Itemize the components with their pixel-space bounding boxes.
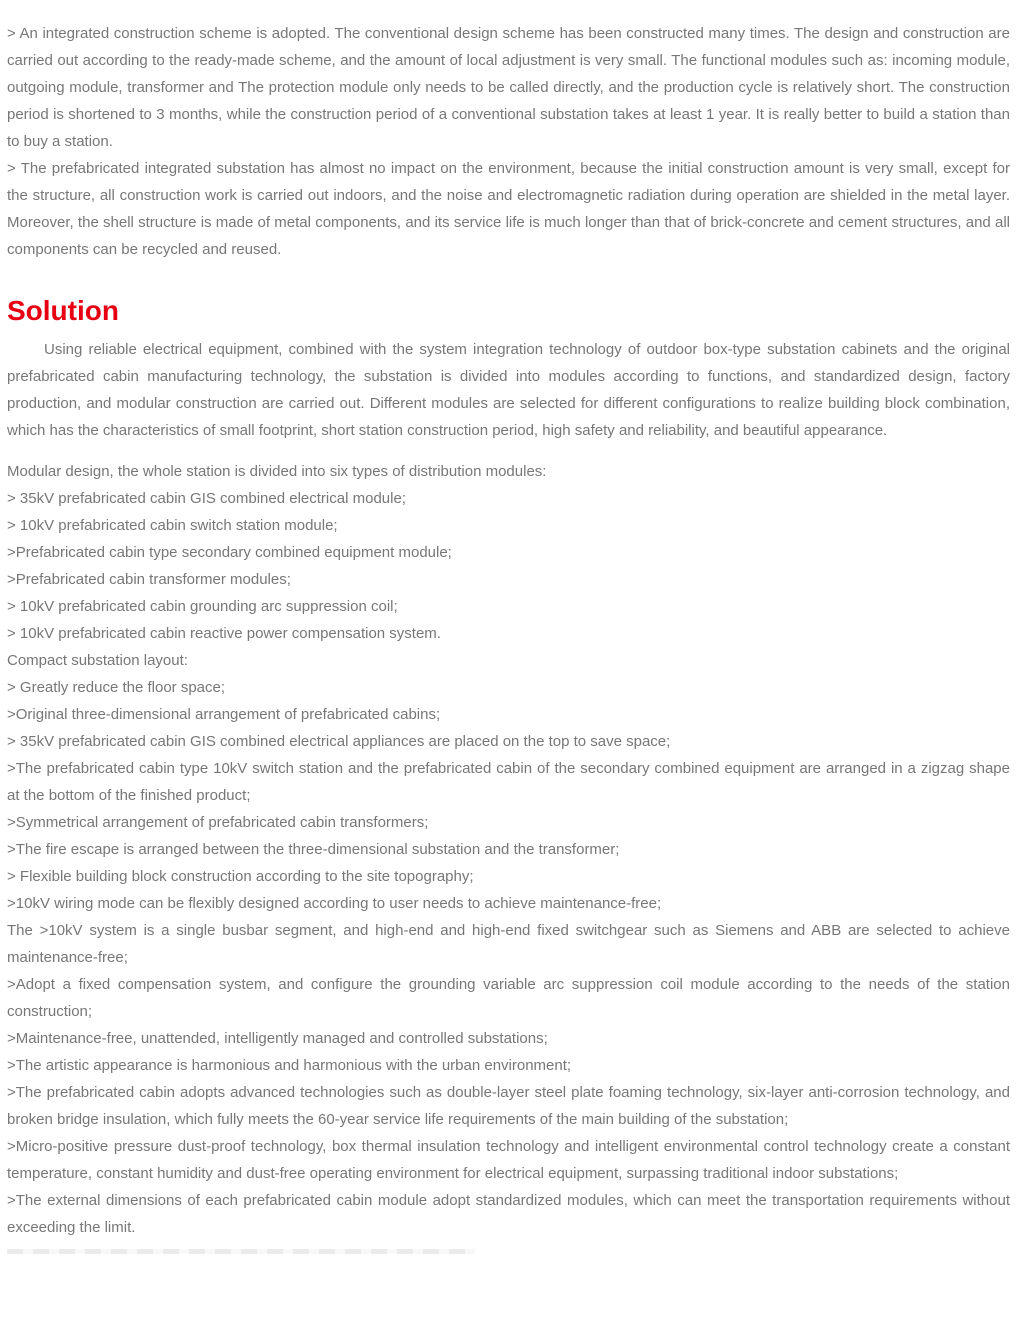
paragraph-environment-impact: > The prefabricated integrated substation has almost no impact on the environment, because the initial construction amount is very small, except for the structure, all construction work is carried out indoors, and the noise and electromagnetic radiation during operation are shielded in the metal layer. Moreover, the shell structure is made of metal components, and its service life is much longer than that of brick-concrete and cement structures, and all components can be recycled and reused. xyxy=(7,160,1010,258)
solution-heading: Solution xyxy=(7,295,119,326)
solution-points xyxy=(7,458,1010,1241)
solution-point-reactive-power-compensation: > 10kV prefabricated cabin reactive power compensation system. xyxy=(7,625,441,642)
solution-point-transformer-modules: >Prefabricated cabin transformer modules; xyxy=(7,571,291,588)
solution-point-fixed-compensation-system: >Adopt a fixed compensation system, and configure the grounding variable arc suppression coil module according to the needs of the station construction; xyxy=(7,976,1010,1020)
solution-point-secondary-combined-equipment: >Prefabricated cabin type secondary combined equipment module; xyxy=(7,544,452,561)
solution-point-flexible-building-block: > Flexible building block construction according to the site topography; xyxy=(7,868,474,885)
solution-point-maintenance-free-substations: >Maintenance-free, unattended, intelligently managed and controlled substations; xyxy=(7,1030,548,1047)
solution-point-standardized-dimensions: >The external dimensions of each prefabricated cabin module adopt standardized modules, which can meet the transportation requirements without exceeding the limit. xyxy=(7,1192,1010,1236)
solution-point-reduce-floor-space: > Greatly reduce the floor space; xyxy=(7,679,226,696)
solution-point-single-busbar-segment: The >10kV system is a single busbar segment, and high-end and high-end fixed switchgear such as Siemens and ABB are selected to achieve maintenance-free; xyxy=(7,922,1010,966)
solution-point-35kv-gis-module: > 35kV prefabricated cabin GIS combined electrical module; xyxy=(7,490,406,507)
paragraph-solution-overview: Using reliable electrical equipment, combined with the system integration technology of outdoor box-type substation cabinets and the original prefabricated cabin manufacturing technology, the substation is divided into modules according to functions, and standardized design, factory production, and modular construction are carried out. Different modules are selected for different configurations to realize building block combination, which has the characteristics of small footprint, short station construction period, high safety and reliability, and beautiful appearance. xyxy=(7,341,1010,439)
solution-point-10kv-wiring-mode: >10kV wiring mode can be flexibly designed according to user needs to achieve maintenance-free; xyxy=(7,895,662,912)
clipped-text-remnant xyxy=(7,1249,475,1254)
solution-point-symmetrical-transformers: >Symmetrical arrangement of prefabricated cabin transformers; xyxy=(7,814,429,831)
solution-point-advanced-technologies: >The prefabricated cabin adopts advanced technologies such as double-layer steel plate foaming technology, six-layer anti-corrosion technology, and broken bridge insulation, which fully meets the 60-year service life requirements of the main building of the substation; xyxy=(7,1084,1010,1128)
solution-point-compact-layout-intro: Compact substation layout: xyxy=(7,652,188,669)
solution-point-modular-design-intro: Modular design, the whole station is divided into six types of distribution modules: xyxy=(7,463,547,480)
solution-point-three-dimensional-arrangement: >Original three-dimensional arrangement of prefabricated cabins; xyxy=(7,706,441,723)
solution-point-environmental-control: >Micro-positive pressure dust-proof technology, box thermal insulation technology and intelligent environmental control technology create a constant temperature, constant humidity and dust-free operating environment for electrical equipment, surpassing traditional indoor substations; xyxy=(7,1138,1010,1182)
solution-point-artistic-appearance: >The artistic appearance is harmonious and harmonious with the urban environment; xyxy=(7,1057,572,1074)
solution-point-zigzag-arrangement: >The prefabricated cabin type 10kV switch station and the prefabricated cabin of the secondary combined equipment are arranged in a zigzag shape at the bottom of the finished product; xyxy=(7,760,1010,804)
solution-point-grounding-arc-suppression-coil: > 10kV prefabricated cabin grounding arc suppression coil; xyxy=(7,598,398,615)
solution-point-10kv-switch-station-module: > 10kV prefabricated cabin switch station module; xyxy=(7,517,338,534)
solution-point-fire-escape: >The fire escape is arranged between the three-dimensional substation and the transformer; xyxy=(7,841,620,858)
paragraph-integrated-scheme: > An integrated construction scheme is adopted. The conventional design scheme has been constructed many times. The design and construction are carried out according to the ready-made scheme, and the amount of local adjustment is very small. The functional modules such as: incoming module, outgoing module, transformer and The protection module only needs to be called directly, and the production cycle is relatively short. The construction period is shortened to 3 months, while the construction period of a conventional substation takes at least 1 year. It is really better to build a station than to buy a station. xyxy=(7,25,1010,150)
solution-point-gis-on-top: > 35kV prefabricated cabin GIS combined electrical appliances are placed on the top to save space; xyxy=(7,733,671,750)
